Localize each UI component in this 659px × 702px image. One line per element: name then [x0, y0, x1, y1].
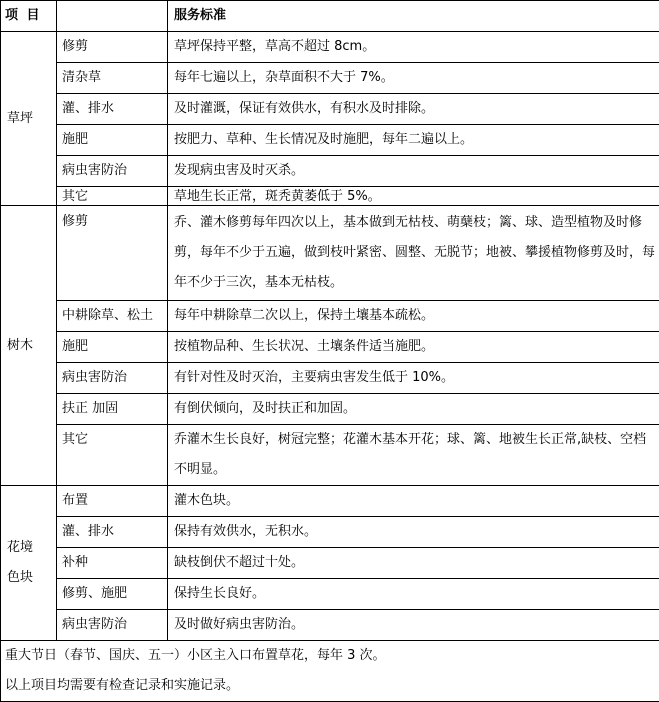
- table-row: [1, 363, 659, 394]
- category-flowerbed: [1, 486, 57, 641]
- table-row: [1, 332, 659, 363]
- standard-cell: 及时做好病虫害防治。: [168, 610, 659, 641]
- standard-cell: 乔灌木生长良好，树冠完整；花灌木基本开花；球、篱、地被生长正常,缺枝、空档不明显。: [168, 425, 659, 486]
- item-cell: 病虫害防治: [57, 363, 168, 394]
- item-cell: 施肥: [57, 332, 168, 363]
- item-cell: 灌、排水: [57, 94, 168, 125]
- table-row: [1, 425, 659, 486]
- table-row: [1, 63, 659, 94]
- item-cell: 病虫害防治: [57, 156, 168, 187]
- standard-cell: 按肥力、草种、生长情况及时施肥，每年二遍以上。: [168, 125, 659, 156]
- table-footer-row: [1, 641, 659, 702]
- header-standard: 服务标准: [168, 1, 659, 32]
- standard-cell: 保持有效供水，无积水。: [168, 517, 659, 548]
- table-row: [1, 206, 659, 301]
- standard-cell: 有针对性及时灭治，主要病虫害发生低于 10%。: [168, 363, 659, 394]
- table-row: [1, 156, 659, 187]
- standard-cell: 有倒伏倾向，及时扶正和加固。: [168, 394, 659, 425]
- standard-cell: 发现病虫害及时灭杀。: [168, 156, 659, 187]
- category-lawn: 草坪: [1, 32, 57, 206]
- standard-cell: 缺枝倒伏不超过十处。: [168, 548, 659, 579]
- item-cell: 其它: [57, 187, 168, 206]
- item-cell: 灌、排水: [57, 517, 168, 548]
- item-cell: 施肥: [57, 125, 168, 156]
- table-row: [1, 301, 659, 332]
- standard-cell: 草坪保持平整，草高不超过 8cm。: [168, 32, 659, 63]
- standard-cell: 灌木色块。: [168, 486, 659, 517]
- item-cell: 其它: [57, 425, 168, 486]
- table-row: [1, 32, 659, 63]
- table-row: [1, 486, 659, 517]
- table-header-row: [1, 1, 659, 32]
- category-line: 花境: [7, 533, 52, 563]
- standard-cell: 及时灌溉，保证有效供水，有积水及时排除。: [168, 94, 659, 125]
- item-cell: 修剪、施肥: [57, 579, 168, 610]
- table-row: [1, 394, 659, 425]
- table-row: [1, 610, 659, 641]
- standard-cell: 按植物品种、生长状况、土壤条件适当施肥。: [168, 332, 659, 363]
- table-row: [1, 125, 659, 156]
- item-cell: 中耕除草、松土: [57, 301, 168, 332]
- item-cell: 清杂草: [57, 63, 168, 94]
- header-item: 项 目: [1, 1, 57, 32]
- standard-cell: 每年中耕除草二次以上，保持土壤基本疏松。: [168, 301, 659, 332]
- standard-cell: 草地生长正常，斑秃黄萎低于 5%。: [168, 187, 659, 206]
- standard-cell: 每年七遍以上，杂草面积不大于 7%。: [168, 63, 659, 94]
- item-cell: 修剪: [57, 32, 168, 63]
- table-row: [1, 517, 659, 548]
- item-cell: 修剪: [57, 206, 168, 301]
- category-trees: 树木: [1, 206, 57, 486]
- footer-note-records: 以上项目均需要有检查记录和实施记录。: [5, 671, 655, 701]
- item-cell: 扶正 加固: [57, 394, 168, 425]
- item-cell: 布置: [57, 486, 168, 517]
- table-row: [1, 579, 659, 610]
- item-cell: 病虫害防治: [57, 610, 168, 641]
- table-row: [1, 94, 659, 125]
- header-blank: [57, 1, 168, 32]
- item-cell: 补种: [57, 548, 168, 579]
- table-row: [1, 548, 659, 579]
- category-line: 色块: [7, 563, 52, 593]
- footer-note-holiday: 重大节日（春节、国庆、五一）小区主入口布置草花，每年 3 次。: [5, 641, 655, 671]
- standard-cell: 保持生长良好。: [168, 579, 659, 610]
- standard-cell: 乔、灌木修剪每年四次以上，基本做到无枯枝、萌蘖枝；篱、球、造型植物及时修剪，每年不少于五遍，做到枝叶紧密、圆整、无脱节；地被、攀援植物修剪及时，每年不少于三次，基本无枯枝。: [168, 206, 659, 301]
- table-row: [1, 187, 659, 206]
- footer-notes: [1, 641, 659, 702]
